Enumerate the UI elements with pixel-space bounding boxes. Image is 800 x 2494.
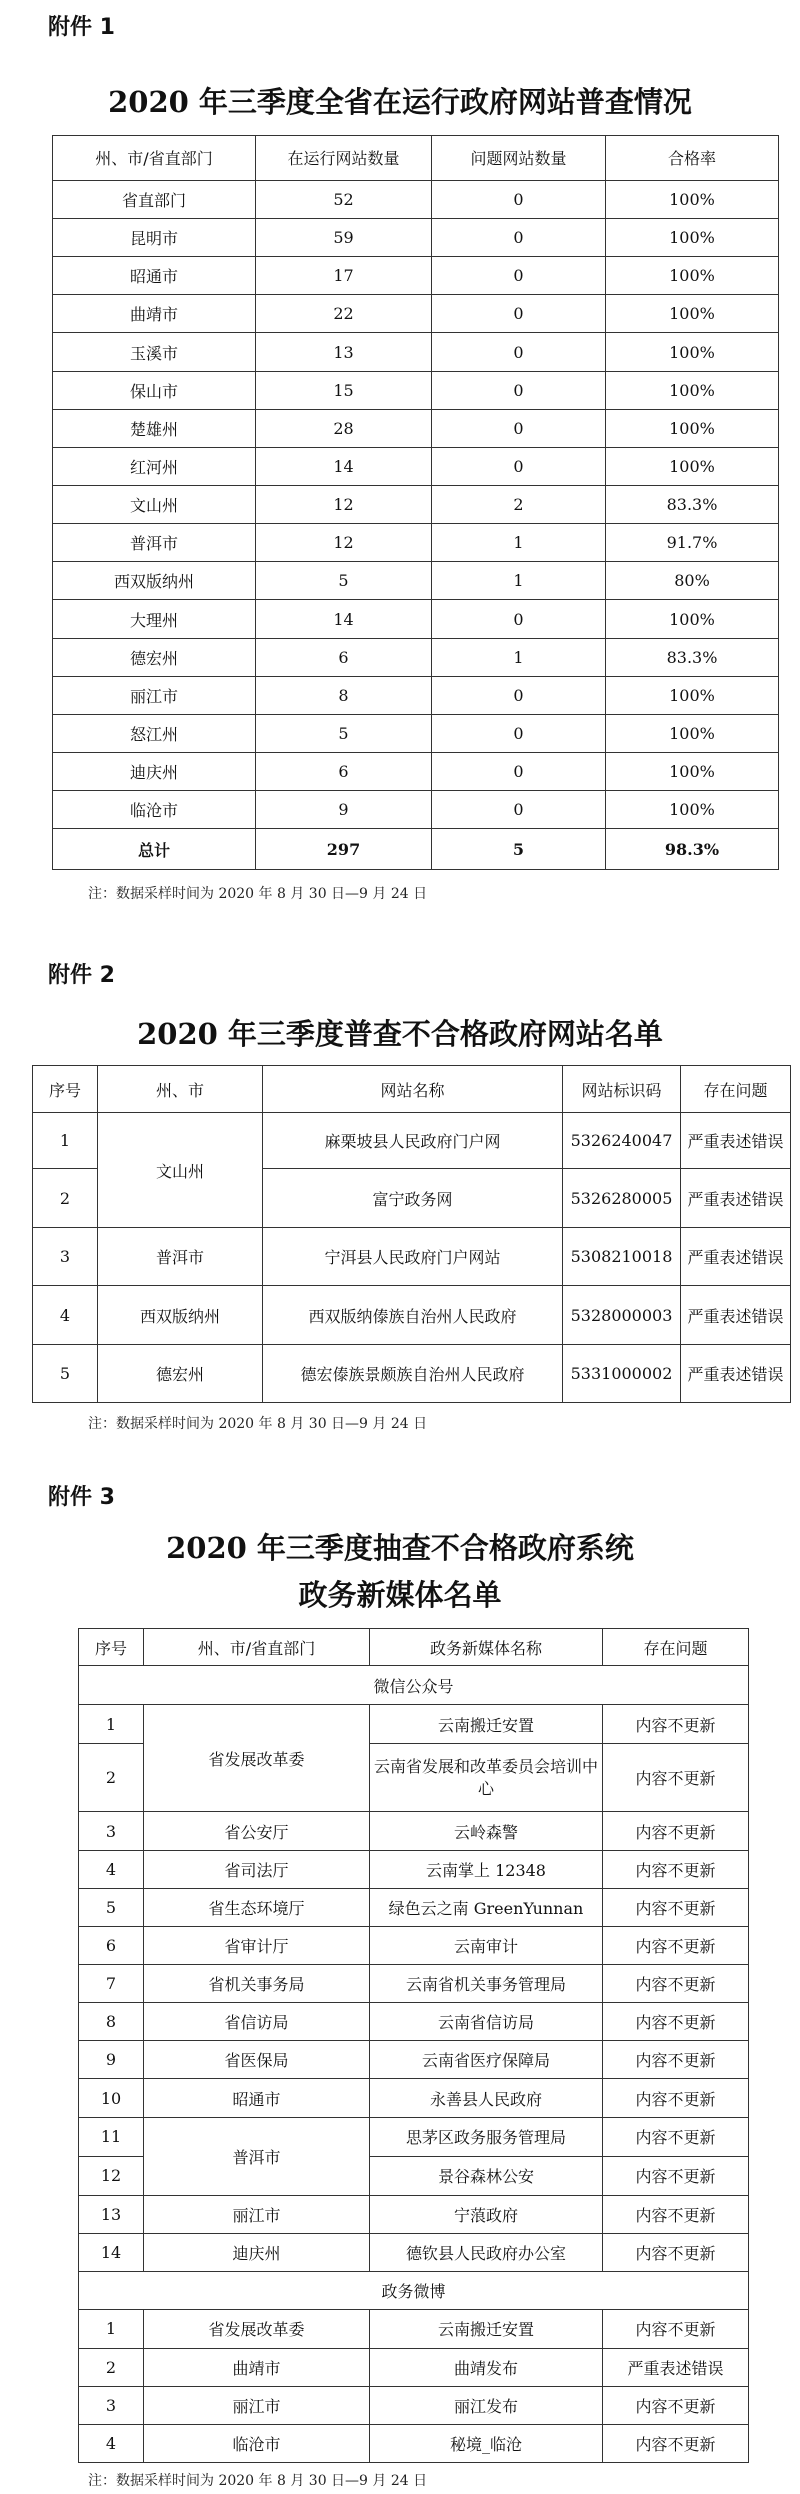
table-row <box>53 371 779 409</box>
row-dept: 省生态环境厅 <box>144 1888 370 1926</box>
media-name: 云南掌上 12348 <box>370 1850 603 1888</box>
site-name: 德宏傣族景颇族自治州人民政府 <box>263 1345 563 1403</box>
row-dept: 丽江市 <box>144 2386 370 2424</box>
site-code: 5326240047 <box>563 1113 681 1169</box>
row-no: 5 <box>33 1345 98 1403</box>
region-name: 临沧市 <box>53 791 256 829</box>
media-issue: 内容不更新 <box>603 1888 749 1926</box>
media-issue: 严重表述错误 <box>603 2348 749 2386</box>
site-count: 52 <box>256 180 432 218</box>
row-dept: 省发展改革委 <box>144 2310 370 2348</box>
site-count: 6 <box>256 638 432 676</box>
table-row <box>79 1705 749 1744</box>
region-name: 丽江市 <box>53 676 256 714</box>
table-row <box>79 2310 749 2348</box>
site-code: 5308210018 <box>563 1228 681 1286</box>
row-no: 3 <box>79 1812 144 1850</box>
row-no: 1 <box>79 2310 144 2348</box>
table-row <box>53 524 779 562</box>
site-count: 6 <box>256 753 432 791</box>
media-issue: 内容不更新 <box>603 2310 749 2348</box>
col-header: 问题网站数量 <box>432 136 606 181</box>
table-header-row <box>79 1629 749 1666</box>
table-row <box>79 2195 749 2233</box>
table-row <box>53 791 779 829</box>
problem-count: 1 <box>432 638 606 676</box>
site-name: 西双版纳傣族自治州人民政府 <box>263 1286 563 1345</box>
row-no: 6 <box>79 1926 144 1964</box>
site-count: 59 <box>256 219 432 257</box>
row-no: 3 <box>33 1228 98 1286</box>
media-name: 宁蒗政府 <box>370 2195 603 2233</box>
media-issue: 内容不更新 <box>603 2041 749 2079</box>
table-row <box>53 676 779 714</box>
region-name: 保山市 <box>53 371 256 409</box>
pass-rate: 100% <box>606 600 779 638</box>
pass-rate: 100% <box>606 447 779 485</box>
row-no: 2 <box>79 2348 144 2386</box>
site-code: 5326280005 <box>563 1169 681 1228</box>
region-name: 德宏州 <box>53 638 256 676</box>
row-dept: 临沧市 <box>144 2424 370 2462</box>
site-count: 5 <box>256 714 432 752</box>
region-name: 文山州 <box>53 486 256 524</box>
problem-count: 0 <box>432 409 606 447</box>
region-name: 西双版纳州 <box>53 562 256 600</box>
row-no: 2 <box>79 1744 144 1812</box>
table-row <box>53 409 779 447</box>
problem-count: 0 <box>432 180 606 218</box>
table-row <box>53 257 779 295</box>
pass-rate: 80% <box>606 562 779 600</box>
table-row <box>79 2386 749 2424</box>
site-issue: 严重表述错误 <box>681 1228 791 1286</box>
problem-count: 2 <box>432 486 606 524</box>
row-no: 2 <box>33 1169 98 1228</box>
group-row-weibo <box>79 2272 749 2310</box>
col-header: 存在问题 <box>681 1066 791 1113</box>
pass-rate: 100% <box>606 180 779 218</box>
media-name: 云南省信访局 <box>370 2003 603 2041</box>
table-header-row <box>53 136 779 181</box>
problem-count: 0 <box>432 447 606 485</box>
table-row <box>33 1228 791 1286</box>
unqualified-sites-table <box>32 1065 791 1403</box>
site-count: 15 <box>256 371 432 409</box>
attachment-2-note: 注：数据采样时间为 2020 年 8 月 30 日—9 月 24 日 <box>88 1416 428 1432</box>
site-issue: 严重表述错误 <box>681 1169 791 1228</box>
total-label: 总计 <box>53 829 256 870</box>
new-media-table <box>78 1628 749 2463</box>
pass-rate: 100% <box>606 219 779 257</box>
media-issue: 内容不更新 <box>603 1744 749 1812</box>
media-issue: 内容不更新 <box>603 2424 749 2462</box>
col-header: 在运行网站数量 <box>256 136 432 181</box>
table-row <box>33 1113 791 1169</box>
col-header: 政务新媒体名称 <box>370 1629 603 1666</box>
table-row <box>79 2041 749 2079</box>
problem-count: 0 <box>432 600 606 638</box>
site-count: 14 <box>256 447 432 485</box>
pass-rate: 83.3% <box>606 486 779 524</box>
pass-rate: 100% <box>606 371 779 409</box>
media-name: 云岭森警 <box>370 1812 603 1850</box>
pass-rate: 100% <box>606 333 779 371</box>
media-issue: 内容不更新 <box>603 2117 749 2156</box>
site-count: 28 <box>256 409 432 447</box>
media-issue: 内容不更新 <box>603 2156 749 2195</box>
row-no: 4 <box>33 1286 98 1345</box>
attachment-1-note: 注：数据采样时间为 2020 年 8 月 30 日—9 月 24 日 <box>88 886 428 902</box>
media-issue: 内容不更新 <box>603 2003 749 2041</box>
region-name: 昭通市 <box>53 257 256 295</box>
region-name: 省直部门 <box>53 180 256 218</box>
region-name: 楚雄州 <box>53 409 256 447</box>
col-header: 州、市 <box>98 1066 263 1113</box>
site-count: 5 <box>256 562 432 600</box>
table-row <box>53 714 779 752</box>
media-issue: 内容不更新 <box>603 2079 749 2117</box>
table-row <box>79 1926 749 1964</box>
row-no: 3 <box>79 2386 144 2424</box>
site-count: 9 <box>256 791 432 829</box>
site-count: 8 <box>256 676 432 714</box>
site-count: 17 <box>256 257 432 295</box>
table-row <box>53 753 779 791</box>
col-header: 序号 <box>33 1066 98 1113</box>
row-no: 1 <box>79 1705 144 1744</box>
row-no: 7 <box>79 1965 144 2003</box>
row-dept: 省司法厅 <box>144 1850 370 1888</box>
media-name: 云南省医疗保障局 <box>370 2041 603 2079</box>
attachment-2-label: 附件 2 <box>48 963 115 988</box>
row-city: 德宏州 <box>98 1345 263 1403</box>
table-row <box>79 1965 749 2003</box>
site-issue: 严重表述错误 <box>681 1286 791 1345</box>
media-name: 景谷森林公安 <box>370 2156 603 2195</box>
row-no: 11 <box>79 2117 144 2156</box>
problem-count: 0 <box>432 295 606 333</box>
site-count: 12 <box>256 486 432 524</box>
media-name: 思茅区政务服务管理局 <box>370 2117 603 2156</box>
problem-count: 1 <box>432 524 606 562</box>
region-name: 曲靖市 <box>53 295 256 333</box>
problem-count: 1 <box>432 562 606 600</box>
total-sites: 297 <box>256 829 432 870</box>
attachment-1-title: 2020 年三季度全省在运行政府网站普查情况 <box>108 85 692 119</box>
media-name: 秘境_临沧 <box>370 2424 603 2462</box>
pass-rate: 100% <box>606 295 779 333</box>
media-issue: 内容不更新 <box>603 1705 749 1744</box>
row-dept: 省信访局 <box>144 2003 370 2041</box>
attachment-3-note: 注：数据采样时间为 2020 年 8 月 30 日—9 月 24 日 <box>88 2473 428 2489</box>
site-issue: 严重表述错误 <box>681 1113 791 1169</box>
media-issue: 内容不更新 <box>603 1850 749 1888</box>
table-row <box>53 180 779 218</box>
row-dept: 省审计厅 <box>144 1926 370 1964</box>
row-dept: 普洱市 <box>144 2117 370 2195</box>
total-problem-sites: 5 <box>432 829 606 870</box>
table-header-row <box>33 1066 791 1113</box>
row-dept: 曲靖市 <box>144 2348 370 2386</box>
table-row <box>53 333 779 371</box>
col-header: 州、市/省直部门 <box>53 136 256 181</box>
media-issue: 内容不更新 <box>603 2195 749 2233</box>
attachment-1-label: 附件 1 <box>48 15 115 40</box>
site-count: 22 <box>256 295 432 333</box>
table-row <box>79 2424 749 2462</box>
row-dept: 昭通市 <box>144 2079 370 2117</box>
row-no: 12 <box>79 2156 144 2195</box>
row-no: 5 <box>79 1888 144 1926</box>
pass-rate: 100% <box>606 409 779 447</box>
group-label: 微信公众号 <box>79 1666 749 1705</box>
col-header: 网站标识码 <box>563 1066 681 1113</box>
media-name: 云南搬迁安置 <box>370 1705 603 1744</box>
media-name: 丽江发布 <box>370 2386 603 2424</box>
site-code: 5328000003 <box>563 1286 681 1345</box>
table-row <box>53 295 779 333</box>
media-name: 云南省发展和改革委员会培训中心 <box>370 1744 603 1812</box>
row-city: 文山州 <box>98 1113 263 1228</box>
media-name: 绿色云之南 GreenYunnan <box>370 1888 603 1926</box>
pass-rate: 100% <box>606 676 779 714</box>
region-name: 玉溪市 <box>53 333 256 371</box>
row-dept: 省医保局 <box>144 2041 370 2079</box>
pass-rate: 100% <box>606 257 779 295</box>
site-issue: 严重表述错误 <box>681 1345 791 1403</box>
pass-rate: 100% <box>606 714 779 752</box>
row-dept: 丽江市 <box>144 2195 370 2233</box>
table-row <box>79 2234 749 2272</box>
problem-count: 0 <box>432 257 606 295</box>
row-city: 西双版纳州 <box>98 1286 263 1345</box>
row-no: 10 <box>79 2079 144 2117</box>
table-row <box>79 2117 749 2156</box>
problem-count: 0 <box>432 333 606 371</box>
attachment-2-title: 2020 年三季度普查不合格政府网站名单 <box>137 1017 663 1051</box>
table-row <box>79 1850 749 1888</box>
site-name: 宁洱县人民政府门户网站 <box>263 1228 563 1286</box>
col-header: 合格率 <box>606 136 779 181</box>
group-label: 政务微博 <box>79 2272 749 2310</box>
media-name: 云南搬迁安置 <box>370 2310 603 2348</box>
media-issue: 内容不更新 <box>603 1965 749 2003</box>
site-count: 14 <box>256 600 432 638</box>
media-issue: 内容不更新 <box>603 2386 749 2424</box>
group-row-wechat <box>79 1666 749 1705</box>
attachment-3-title-line-2: 政务新媒体名单 <box>298 1578 502 1612</box>
pass-rate: 83.3% <box>606 638 779 676</box>
attachment-3-title-line-1: 2020 年三季度抽查不合格政府系统 <box>166 1531 634 1565</box>
site-count: 13 <box>256 333 432 371</box>
row-dept: 省机关事务局 <box>144 1965 370 2003</box>
region-name: 普洱市 <box>53 524 256 562</box>
total-row <box>53 829 779 870</box>
table-row <box>53 600 779 638</box>
row-no: 9 <box>79 2041 144 2079</box>
media-issue: 内容不更新 <box>603 1926 749 1964</box>
col-header: 存在问题 <box>603 1629 749 1666</box>
problem-count: 0 <box>432 753 606 791</box>
site-name: 富宁政务网 <box>263 1169 563 1228</box>
region-name: 怒江州 <box>53 714 256 752</box>
col-header: 州、市/省直部门 <box>144 1629 370 1666</box>
table-row <box>79 2003 749 2041</box>
site-name: 麻栗坡县人民政府门户网 <box>263 1113 563 1169</box>
pass-rate: 91.7% <box>606 524 779 562</box>
problem-count: 0 <box>432 371 606 409</box>
row-no: 8 <box>79 2003 144 2041</box>
media-name: 云南省机关事务管理局 <box>370 1965 603 2003</box>
media-name: 曲靖发布 <box>370 2348 603 2386</box>
table-row <box>79 1812 749 1850</box>
table-row <box>33 1345 791 1403</box>
table-row <box>53 219 779 257</box>
row-dept: 省发展改革委 <box>144 1705 370 1812</box>
table-row <box>53 447 779 485</box>
table-row <box>53 638 779 676</box>
media-name: 德钦县人民政府办公室 <box>370 2234 603 2272</box>
row-no: 13 <box>79 2195 144 2233</box>
table-row <box>53 562 779 600</box>
problem-count: 0 <box>432 791 606 829</box>
col-header: 网站名称 <box>263 1066 563 1113</box>
problem-count: 0 <box>432 714 606 752</box>
col-header: 序号 <box>79 1629 144 1666</box>
table-row <box>79 2348 749 2386</box>
problem-count: 0 <box>432 676 606 714</box>
row-no: 14 <box>79 2234 144 2272</box>
survey-table <box>52 135 779 870</box>
region-name: 昆明市 <box>53 219 256 257</box>
attachment-3-label: 附件 3 <box>48 1485 115 1510</box>
row-no: 4 <box>79 2424 144 2462</box>
region-name: 红河州 <box>53 447 256 485</box>
table-row <box>79 2079 749 2117</box>
pass-rate: 100% <box>606 753 779 791</box>
pass-rate: 100% <box>606 791 779 829</box>
survey-table-body <box>53 180 779 828</box>
problem-count: 0 <box>432 219 606 257</box>
site-code: 5331000002 <box>563 1345 681 1403</box>
total-pass-rate: 98.3% <box>606 829 779 870</box>
table-row <box>53 486 779 524</box>
table-row <box>79 1888 749 1926</box>
media-issue: 内容不更新 <box>603 1812 749 1850</box>
region-name: 大理州 <box>53 600 256 638</box>
media-issue: 内容不更新 <box>603 2234 749 2272</box>
site-count: 12 <box>256 524 432 562</box>
table-row <box>33 1286 791 1345</box>
row-dept: 省公安厅 <box>144 1812 370 1850</box>
row-no: 4 <box>79 1850 144 1888</box>
row-dept: 迪庆州 <box>144 2234 370 2272</box>
media-name: 永善县人民政府 <box>370 2079 603 2117</box>
region-name: 迪庆州 <box>53 753 256 791</box>
row-no: 1 <box>33 1113 98 1169</box>
row-city: 普洱市 <box>98 1228 263 1286</box>
media-name: 云南审计 <box>370 1926 603 1964</box>
